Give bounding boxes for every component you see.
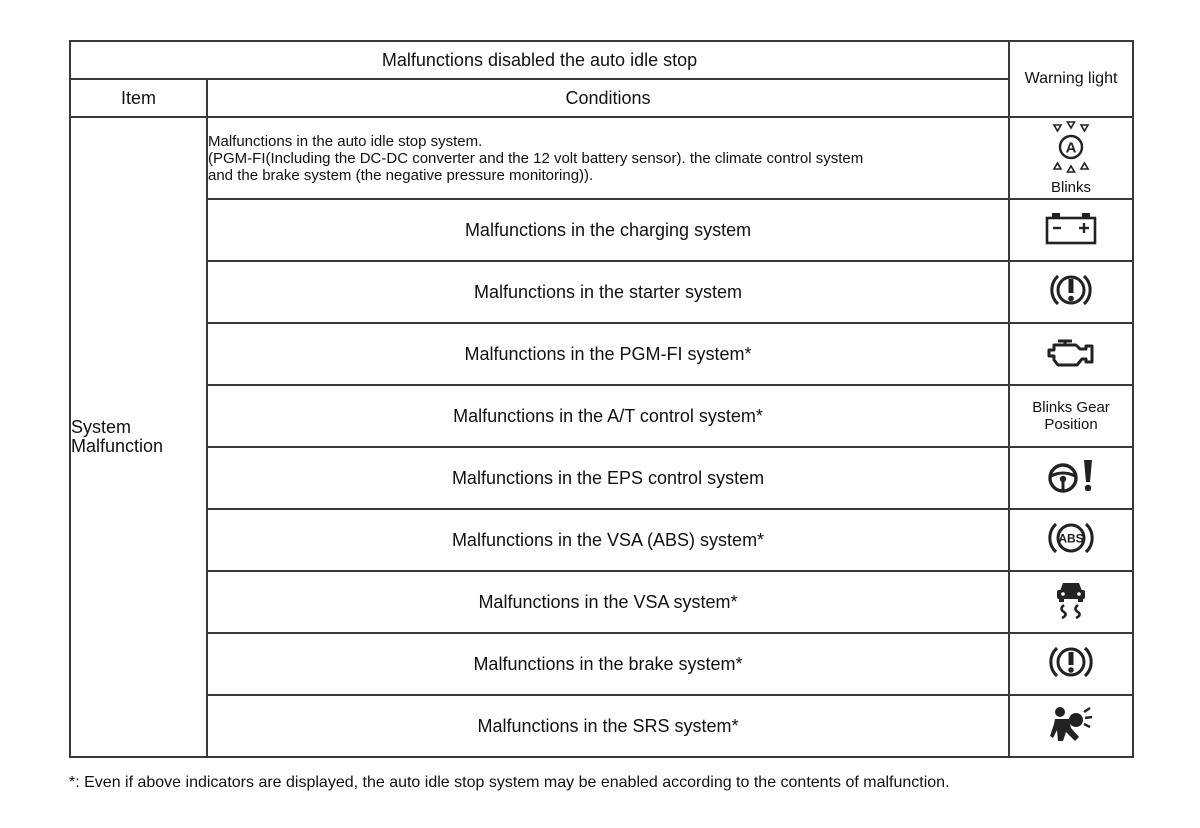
- conditions-header: Conditions: [207, 79, 1009, 117]
- condition-line: Malfunctions in the auto idle stop system.: [208, 132, 483, 150]
- item-system-malfunction: [70, 117, 207, 757]
- condition-cell: Malfunctions in the brake system*: [207, 633, 1009, 695]
- warning-light-cell: [1009, 385, 1133, 447]
- condition-cell: [207, 117, 1009, 199]
- svg-text:ABS: ABS: [1058, 531, 1084, 545]
- condition-cell: Malfunctions in the SRS system*: [207, 695, 1009, 757]
- table-title: Malfunctions disabled the auto idle stop: [70, 41, 1009, 79]
- condition-line: and the brake system (the negative pressure monitoring)).: [208, 166, 594, 184]
- airbag-icon: [1049, 704, 1093, 744]
- warning-light-cell: [1009, 447, 1133, 509]
- steering-wheel-icon: [1045, 458, 1097, 494]
- blinks-caption: Blinks: [1051, 178, 1092, 196]
- table-row: [70, 509, 1133, 571]
- condition-cell: Malfunctions in the VSA system*: [207, 571, 1009, 633]
- table-row: [70, 633, 1133, 695]
- condition-cell: Malfunctions in the A/T control system*: [207, 385, 1009, 447]
- item-label-line1: System: [71, 417, 132, 437]
- auto-idle-stop-icon: [1049, 121, 1093, 175]
- brake-icon: [1047, 642, 1095, 682]
- engine-icon: [1044, 336, 1098, 368]
- gear-position-text-line1: Blinks Gear: [1032, 399, 1110, 416]
- condition-cell: Malfunctions in the EPS control system: [207, 447, 1009, 509]
- svg-text:A: A: [1065, 139, 1077, 156]
- warning-light-cell: [1009, 571, 1133, 633]
- table-row: [70, 385, 1133, 447]
- battery-icon: [1045, 211, 1097, 245]
- item-label-line2: Malfunction: [71, 436, 164, 456]
- condition-line: (PGM-FI(Including the DC-DC converter and the 12 volt battery sensor). the climate control system: [208, 149, 864, 167]
- condition-cell: Malfunctions in the PGM-FI system*: [207, 323, 1009, 385]
- skid-car-icon: [1051, 580, 1091, 620]
- table-row: [70, 323, 1133, 385]
- warning-light-cell: [1009, 199, 1133, 261]
- table-row: [70, 199, 1133, 261]
- table-row: [70, 695, 1133, 757]
- abs-icon: [1046, 518, 1096, 558]
- table-row: [70, 571, 1133, 633]
- warning-light-cell: [1009, 117, 1133, 199]
- gear-position-text-line2: Position: [1044, 416, 1098, 433]
- warning-light-cell: [1009, 509, 1133, 571]
- warning-light-cell: [1009, 323, 1133, 385]
- table-row: [70, 261, 1133, 323]
- item-header: Item: [70, 79, 207, 117]
- condition-cell: Malfunctions in the starter system: [207, 261, 1009, 323]
- table-row: [70, 117, 1133, 199]
- warning-light-header: Warning light: [1009, 41, 1133, 117]
- warning-light-cell: [1009, 695, 1133, 757]
- malfunction-table: [69, 40, 1134, 758]
- warning-light-cell: [1009, 633, 1133, 695]
- footnote: *: Even if above indicators are displayed, the auto idle stop system may be enabled according to the contents of malfunction.: [69, 774, 950, 791]
- table-row: [70, 447, 1133, 509]
- condition-cell: Malfunctions in the VSA (ABS) system*: [207, 509, 1009, 571]
- condition-cell: Malfunctions in the charging system: [207, 199, 1009, 261]
- warning-light-cell: [1009, 261, 1133, 323]
- exclamation-circle-icon: [1049, 270, 1093, 310]
